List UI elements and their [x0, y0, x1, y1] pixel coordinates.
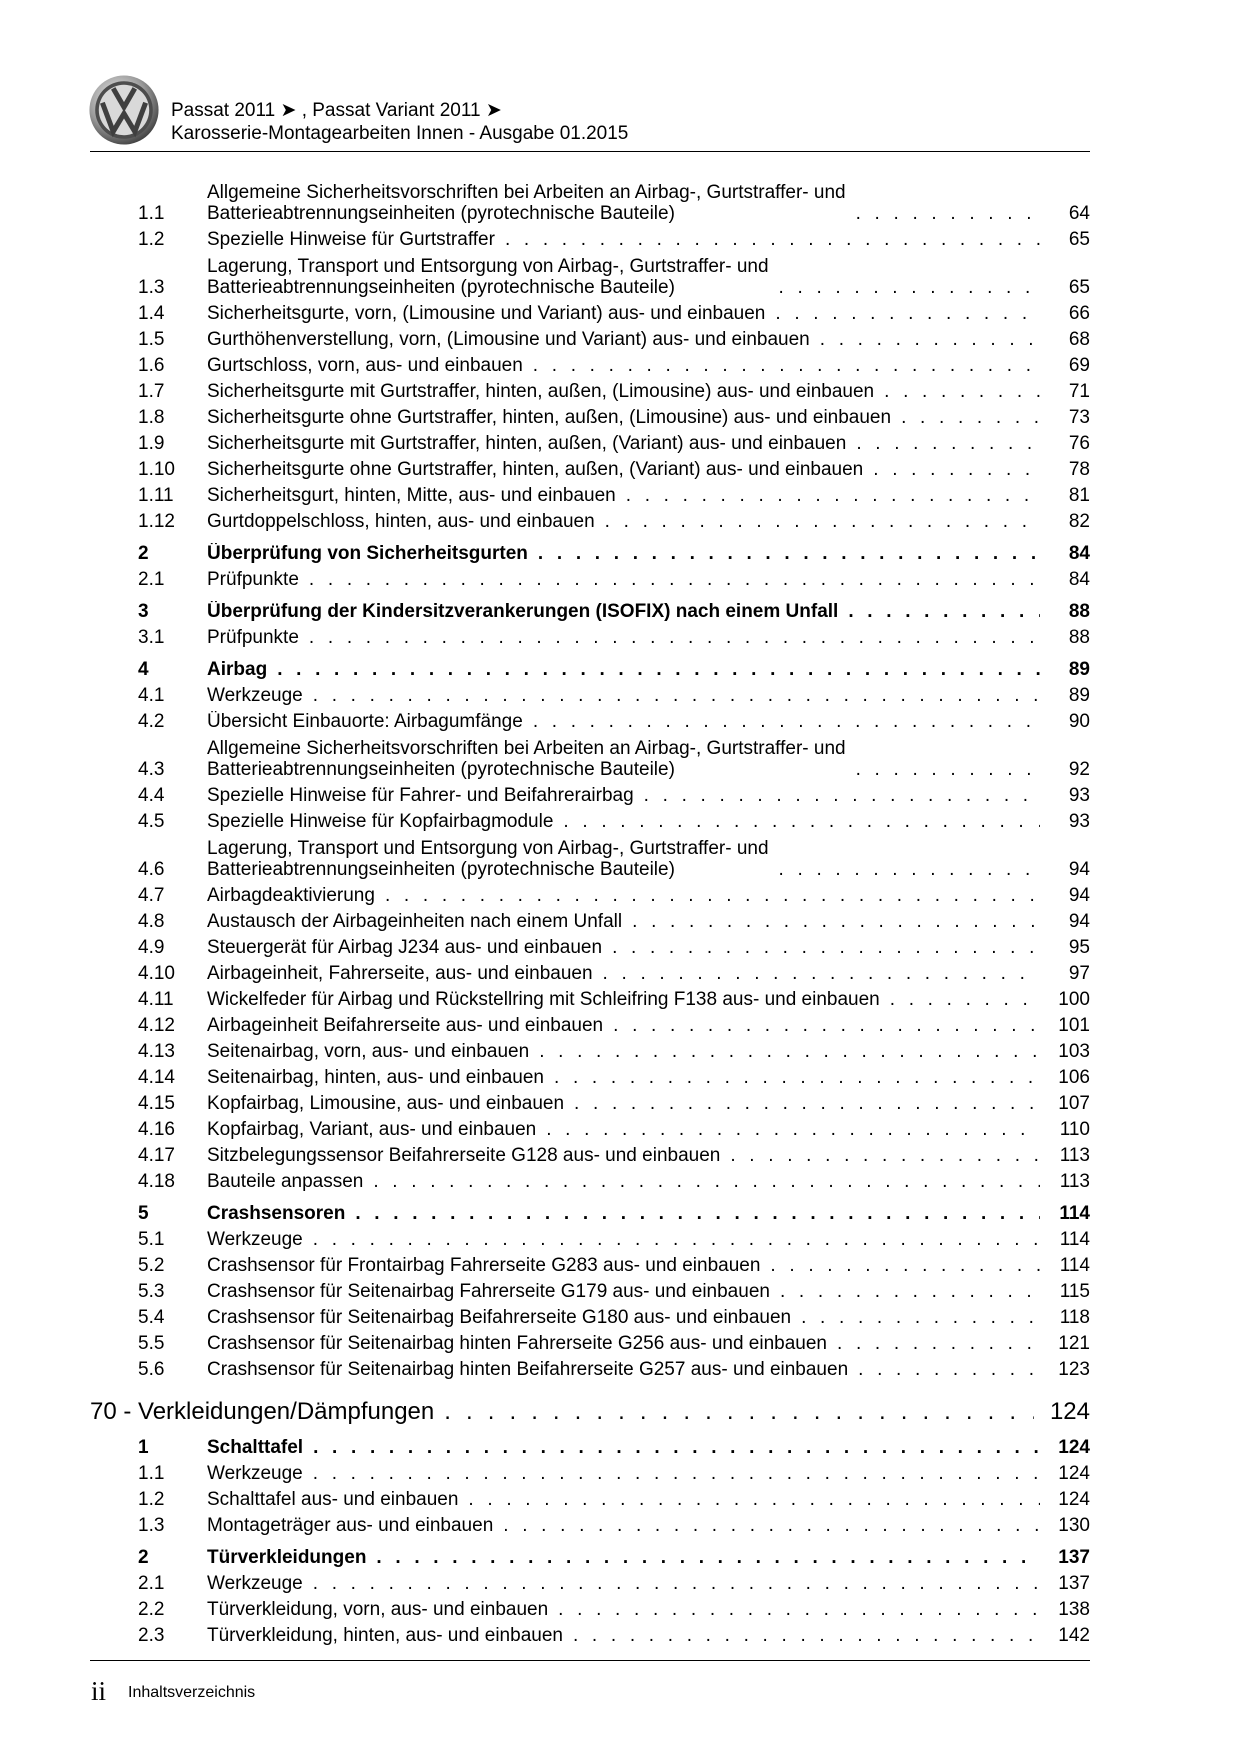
toc-entry[interactable]	[90, 806, 1090, 832]
toc-entry-title: Schalttafel	[207, 1437, 304, 1458]
toc-dot-leader	[856, 759, 1040, 780]
toc-dot-leader	[603, 963, 1040, 984]
toc-entry-title: Türverkleidung, hinten, aus- und einbauen	[207, 1625, 563, 1646]
toc-entry-title: Sicherheitsgurte mit Gurtstraffer, hinten, außen, (Limousine) aus- und einbauen	[207, 381, 875, 402]
toc-entry-title: Allgemeine Sicherheitsvorschriften bei Arbeiten an Airbag-, Gurtstraffer- und Batterieabtrennungseinheiten (pyrotechnische Bauteile)	[207, 738, 846, 780]
toc-dot-leader	[313, 1573, 1040, 1594]
toc-entry-number: 4.2	[138, 711, 165, 732]
toc-entry[interactable]	[90, 324, 1090, 350]
toc-entry-title: Seitenairbag, vorn, aus- und einbauen	[207, 1041, 530, 1062]
toc-entry-title: Gurtschloss, vorn, aus- und einbauen	[207, 355, 523, 376]
toc-entry[interactable]	[90, 454, 1090, 480]
toc-dot-leader	[730, 1145, 1040, 1166]
toc-entry[interactable]	[90, 1328, 1090, 1354]
toc-entry-number: 1.9	[138, 433, 165, 454]
toc-entry-number: 1.7	[138, 381, 165, 402]
toc-entry-title: Werkzeuge	[207, 1229, 303, 1250]
toc-entry[interactable]	[90, 250, 1090, 298]
toc-entry[interactable]	[90, 732, 1090, 780]
toc-entry-title: Überprüfung der Kindersitzverankerungen (ISOFIX) nach einem Unfall	[207, 601, 839, 622]
toc-entry[interactable]	[90, 1088, 1090, 1114]
toc-dot-leader	[613, 1015, 1040, 1036]
toc-entry-number: 4.13	[138, 1041, 175, 1062]
toc-entry-page: 73	[1068, 407, 1090, 428]
toc-dot-leader	[779, 277, 1040, 298]
toc-entry-number: 1.8	[138, 407, 165, 428]
toc-entry-title: Spezielle Hinweise für Fahrer- und Beifahrerairbag	[207, 785, 634, 806]
toc-entry[interactable]	[90, 932, 1090, 958]
toc-entry-page: 64	[1068, 203, 1090, 224]
toc-entry-page: 124	[1058, 1489, 1090, 1510]
toc-entry-number: 1.4	[138, 303, 165, 324]
toc-dot-leader	[376, 1547, 1040, 1568]
toc-entry[interactable]	[90, 706, 1090, 732]
toc-entry[interactable]	[90, 1036, 1090, 1062]
toc-entry-title: Werkzeuge	[207, 685, 303, 706]
toc-entry[interactable]	[90, 538, 1090, 564]
toc-entry-title: Sicherheitsgurte ohne Gurtstraffer, hinten, außen, (Limousine) aus- und einbauen	[207, 407, 892, 428]
toc-entry-page: 65	[1068, 277, 1090, 298]
toc-entry-title: Spezielle Hinweise für Gurtstraffer	[207, 229, 495, 250]
toc-entry[interactable]	[90, 680, 1090, 706]
toc-entry-title: Airbag	[207, 659, 268, 680]
toc-entry-number: 1.12	[138, 511, 175, 532]
toc-entry-page: 76	[1068, 433, 1090, 454]
toc-entry-title: Sicherheitsgurte mit Gurtstraffer, hinten, außen, (Variant) aus- und einbauen	[207, 433, 847, 454]
toc-dot-leader	[313, 1437, 1040, 1458]
footer-page-number: ii	[91, 1676, 107, 1706]
toc-entry-page: 71	[1068, 381, 1090, 402]
toc-entry-title: Prüfpunkte	[207, 627, 299, 648]
toc-dot-leader	[644, 785, 1040, 806]
toc-entry-page: 114	[1059, 1229, 1090, 1250]
toc-entry-page: 137	[1058, 1573, 1090, 1594]
toc-entry-title: Seitenairbag, hinten, aus- und einbauen	[207, 1067, 544, 1088]
toc-entry-page: 103	[1058, 1041, 1090, 1062]
toc-dot-leader	[468, 1489, 1040, 1510]
toc-entry-title: Lagerung, Transport und Entsorgung von Airbag-, Gurtstraffer- und Batterieabtrennungseinheiten (pyrotechnische Bauteile)	[207, 838, 769, 880]
toc-entry[interactable]	[90, 1010, 1090, 1036]
toc-entry-number: 5.2	[138, 1255, 165, 1276]
toc-entry[interactable]	[90, 958, 1090, 984]
toc-entry-page: 95	[1068, 937, 1090, 958]
toc-entry-title: Austausch der Airbageinheiten nach einem Unfall	[207, 911, 623, 932]
footer-divider	[90, 1660, 1090, 1661]
toc-entry-number: 4.12	[138, 1015, 175, 1036]
toc-dot-leader	[505, 229, 1040, 250]
toc-entry[interactable]	[90, 376, 1090, 402]
toc-dot-leader	[801, 1307, 1040, 1328]
toc-entry-title: Allgemeine Sicherheitsvorschriften bei Arbeiten an Airbag-, Gurtstraffer- und Batterieabtrennungseinheiten (pyrotechnische Bauteile)	[207, 182, 846, 224]
toc-entry-number: 4.4	[138, 785, 165, 806]
toc-entry-page: 124	[1058, 1437, 1090, 1458]
toc-entry[interactable]	[90, 596, 1090, 622]
toc-entry-title: Spezielle Hinweise für Kopfairbagmodule	[207, 811, 554, 832]
toc-dot-leader	[770, 1255, 1040, 1276]
toc-entry-title: Bauteile anpassen	[207, 1171, 364, 1192]
toc-dot-leader	[890, 989, 1040, 1010]
toc-entry-title: Übersicht Einbauorte: Airbagumfänge	[207, 711, 523, 732]
toc-entry-title: Gurtdoppelschloss, hinten, aus- und einbauen	[207, 511, 595, 532]
toc-entry-number: 1.1	[138, 203, 165, 224]
toc-entry-title: Schalttafel aus- und einbauen	[207, 1489, 459, 1510]
toc-dot-leader	[277, 659, 1040, 680]
toc-entry-page: 93	[1068, 811, 1090, 832]
toc-dot-leader	[533, 711, 1040, 732]
toc-entry-title: Kopfairbag, Limousine, aus- und einbauen	[207, 1093, 565, 1114]
vw-logo-icon	[88, 74, 160, 146]
toc-dot-leader	[779, 859, 1040, 880]
toc-entry[interactable]	[90, 1484, 1090, 1510]
toc-entry[interactable]	[90, 1166, 1090, 1192]
toc-dot-leader	[856, 433, 1040, 454]
toc-entry-title: Türverkleidung, vorn, aus- und einbauen	[207, 1599, 549, 1620]
toc-entry[interactable]	[90, 176, 1090, 224]
toc-entry-number: 1.1	[138, 1463, 165, 1484]
toc-entry[interactable]	[90, 622, 1090, 648]
toc-entry-page: 94	[1068, 859, 1090, 880]
header-subtitle: Karosserie-Montagearbeiten Innen - Ausgabe 01.2015	[171, 123, 629, 144]
toc-entry-page: 88	[1068, 601, 1090, 622]
toc-entry-number: 3	[138, 601, 149, 622]
toc-entry-number: 4.9	[138, 937, 165, 958]
toc-entry-number: 5	[138, 1203, 149, 1224]
toc-entry-title: Türverkleidungen	[207, 1547, 367, 1568]
toc-entry-number: 2	[138, 1547, 149, 1568]
toc-entry-title: Sicherheitsgurt, hinten, Mitte, aus- und einbauen	[207, 485, 616, 506]
toc-entry[interactable]	[90, 1594, 1090, 1620]
toc-entry-title: Airbageinheit, Fahrerseite, aus- und einbauen	[207, 963, 593, 984]
toc-entry[interactable]	[90, 402, 1090, 428]
toc-entry[interactable]	[90, 506, 1090, 532]
toc-entry-number: 4.17	[138, 1145, 175, 1166]
toc-entry-number: 4.10	[138, 963, 175, 984]
toc-entry-title: Prüfpunkte	[207, 569, 299, 590]
toc-entry-number: 5.5	[138, 1333, 165, 1354]
toc-entry-page: 121	[1058, 1333, 1090, 1354]
toc-entry-page: 81	[1068, 485, 1090, 506]
toc-entry[interactable]	[90, 1224, 1090, 1250]
toc-entry-page: 97	[1068, 963, 1090, 984]
toc-dot-leader	[837, 1333, 1040, 1354]
toc-dot-leader	[444, 1398, 1034, 1426]
toc-dot-leader	[858, 1359, 1040, 1380]
toc-entry-number: 2.1	[138, 1573, 165, 1594]
toc-dot-leader	[573, 1625, 1040, 1646]
toc-entry-page: 93	[1068, 785, 1090, 806]
toc-entry-page: 142	[1058, 1625, 1090, 1646]
toc-entry-title: Crashsensor für Seitenairbag hinten Fahrerseite G256 aus- und einbauen	[207, 1333, 827, 1354]
toc-dot-leader	[626, 485, 1040, 506]
toc-entry-number: 1	[138, 1437, 149, 1458]
toc-entry-page: 66	[1068, 303, 1090, 324]
toc-dot-leader	[780, 1281, 1040, 1302]
toc-entry-title: Gurthöhenverstellung, vorn, (Limousine und Variant) aus- und einbauen	[207, 329, 810, 350]
toc-dot-leader	[533, 355, 1040, 376]
toc-entry-number: 4.8	[138, 911, 165, 932]
header-title: Passat 2011 ➤ , Passat Variant 2011 ➤	[171, 100, 502, 121]
toc-entry[interactable]	[90, 1432, 1090, 1458]
toc-dot-leader	[546, 1119, 1040, 1140]
toc-dot-leader	[355, 1203, 1040, 1224]
toc-entry-number: 1.2	[138, 229, 165, 250]
toc-dot-leader	[313, 1229, 1040, 1250]
toc-dot-leader	[313, 685, 1040, 706]
header-divider	[90, 151, 1090, 152]
toc-entry[interactable]	[90, 350, 1090, 376]
toc-entry-number: 1.11	[138, 485, 174, 506]
toc-entry[interactable]	[90, 880, 1090, 906]
toc-entry-number: 1.6	[138, 355, 165, 376]
toc-entry-page: 114	[1059, 1203, 1090, 1224]
toc-dot-leader	[309, 569, 1040, 590]
toc-entry-page: 113	[1059, 1171, 1090, 1192]
toc-entry-number: 2.2	[138, 1599, 165, 1620]
toc-entry-number: 4.1	[138, 685, 165, 706]
toc-entry-number: 1.10	[138, 459, 175, 480]
toc-entry-page: 124	[1049, 1398, 1090, 1425]
toc-entry-page: 84	[1068, 543, 1090, 564]
toc-entry-page: 94	[1068, 885, 1090, 906]
toc-entry[interactable]	[90, 984, 1090, 1010]
toc-entry-page: 110	[1059, 1119, 1090, 1140]
toc-entry-number: 4.6	[138, 859, 165, 880]
toc-entry-number: 3.1	[138, 627, 165, 648]
toc-dot-leader	[820, 329, 1040, 350]
toc-entry-page: 124	[1058, 1463, 1090, 1484]
toc-entry-title: Montageträger aus- und einbauen	[207, 1515, 494, 1536]
toc-entry-number: 4.7	[138, 885, 165, 906]
toc-dot-leader	[848, 601, 1040, 622]
toc-entry-page: 137	[1058, 1547, 1090, 1568]
toc-entry-page: 100	[1058, 989, 1090, 1010]
toc-dot-leader	[563, 811, 1040, 832]
toc-entry-page: 138	[1058, 1599, 1090, 1620]
toc-entry-title: Lagerung, Transport und Entsorgung von Airbag-, Gurtstraffer- und Batterieabtrennungseinheiten (pyrotechnische Bauteile)	[207, 256, 769, 298]
toc-entry-page: 89	[1068, 659, 1090, 680]
toc-entry[interactable]	[90, 1140, 1090, 1166]
toc-entry-title: Crashsensoren	[207, 1203, 346, 1224]
toc-entry-number: 1.3	[138, 277, 165, 298]
toc-entry-title: Crashsensor für Seitenairbag hinten Beifahrerseite G257 aus- und einbauen	[207, 1359, 849, 1380]
toc-entry[interactable]	[90, 654, 1090, 680]
toc-entry[interactable]	[90, 564, 1090, 590]
toc-entry-number: 4.16	[138, 1119, 175, 1140]
toc-entry-number: 4	[138, 659, 149, 680]
toc-entry-page: 82	[1068, 511, 1090, 532]
toc-entry-number: 1.5	[138, 329, 165, 350]
toc-entry[interactable]	[90, 1542, 1090, 1568]
toc-entry-title: Werkzeuge	[207, 1573, 303, 1594]
toc-entry-title: Steuergerät für Airbag J234 aus- und einbauen	[207, 937, 603, 958]
toc-dot-leader	[385, 885, 1040, 906]
toc-dot-leader	[856, 203, 1040, 224]
toc-entry-number: 2.3	[138, 1625, 165, 1646]
toc-entry-title: Crashsensor für Seitenairbag Fahrerseite G179 aus- und einbauen	[207, 1281, 770, 1302]
toc-entry[interactable]	[90, 1568, 1090, 1594]
toc-dot-leader	[901, 407, 1040, 428]
toc-entry-number: 4.3	[138, 759, 165, 780]
toc-entry-page: 84	[1068, 569, 1090, 590]
toc-entry[interactable]	[90, 906, 1090, 932]
toc-entry[interactable]	[90, 1250, 1090, 1276]
toc-entry[interactable]	[90, 1114, 1090, 1140]
toc-entry-page: 107	[1058, 1093, 1090, 1114]
toc-entry-number: 2.1	[138, 569, 165, 590]
toc-dot-leader	[873, 459, 1040, 480]
toc-entry[interactable]	[90, 1458, 1090, 1484]
toc-dot-leader	[539, 1041, 1040, 1062]
toc-entry-number: 4.14	[138, 1067, 175, 1088]
toc-entry-page: 89	[1068, 685, 1090, 706]
toc-entry-number: 5.4	[138, 1307, 165, 1328]
toc-entry-title: Sitzbelegungssensor Beifahrerseite G128 aus- und einbauen	[207, 1145, 721, 1166]
toc-entry-number: 5.6	[138, 1359, 165, 1380]
toc-entry[interactable]	[90, 832, 1090, 880]
toc-dot-leader	[612, 937, 1040, 958]
toc-entry[interactable]	[90, 1354, 1090, 1380]
toc-entry[interactable]	[90, 298, 1090, 324]
toc-entry[interactable]	[90, 1510, 1090, 1536]
toc-dot-leader	[605, 511, 1040, 532]
toc-entry-page: 130	[1058, 1515, 1090, 1536]
toc-entry-title: Werkzeuge	[207, 1463, 303, 1484]
toc-entry-page: 69	[1068, 355, 1090, 376]
toc-entry-number: 4.15	[138, 1093, 175, 1114]
toc-entry-title: Crashsensor für Frontairbag Fahrerseite G283 aus- und einbauen	[207, 1255, 761, 1276]
toc-dot-leader	[503, 1515, 1040, 1536]
toc-entry-page: 101	[1058, 1015, 1090, 1036]
toc-entry-page: 94	[1068, 911, 1090, 932]
toc-entry[interactable]	[90, 780, 1090, 806]
toc-entry[interactable]	[90, 1620, 1090, 1646]
toc-entry[interactable]	[90, 1276, 1090, 1302]
toc-entry-page: 90	[1068, 711, 1090, 732]
toc-entry-page: 88	[1068, 627, 1090, 648]
footer-label: Inhaltsverzeichnis	[128, 1684, 256, 1701]
toc-entry-number: 5.3	[138, 1281, 165, 1302]
toc-entry-number: 4.18	[138, 1171, 175, 1192]
toc-entry-page: 123	[1058, 1359, 1090, 1380]
table-of-contents	[90, 176, 1090, 1646]
toc-entry[interactable]	[90, 428, 1090, 454]
toc-entry-page: 65	[1068, 229, 1090, 250]
toc-entry-page: 106	[1058, 1067, 1090, 1088]
toc-entry-title: Crashsensor für Seitenairbag Beifahrerseite G180 aus- und einbauen	[207, 1307, 792, 1328]
toc-dot-leader	[775, 303, 1040, 324]
toc-entry-title: 70 - Verkleidungen/Dämpfungen	[90, 1398, 435, 1425]
toc-entry-page: 118	[1059, 1307, 1090, 1328]
toc-dot-leader	[574, 1093, 1040, 1114]
toc-entry-page: 92	[1068, 759, 1090, 780]
toc-entry-page: 78	[1068, 459, 1090, 480]
toc-entry[interactable]	[90, 1062, 1090, 1088]
toc-dot-leader	[538, 543, 1040, 564]
toc-entry-number: 4.11	[138, 989, 174, 1010]
toc-entry[interactable]	[90, 1198, 1090, 1224]
toc-entry[interactable]	[90, 480, 1090, 506]
toc-entry-number: 4.5	[138, 811, 165, 832]
toc-entry-number: 2	[138, 543, 149, 564]
toc-entry-title: Airbagdeaktivierung	[207, 885, 375, 906]
toc-dot-leader	[309, 627, 1040, 648]
toc-entry-page: 114	[1059, 1255, 1090, 1276]
toc-dot-leader	[884, 381, 1040, 402]
toc-dot-leader	[554, 1067, 1040, 1088]
toc-entry-title: Airbageinheit Beifahrerseite aus- und einbauen	[207, 1015, 604, 1036]
toc-dot-leader	[632, 911, 1040, 932]
toc-entry-page: 113	[1059, 1145, 1090, 1166]
toc-entry[interactable]	[90, 1392, 1090, 1426]
toc-entry-number: 1.2	[138, 1489, 165, 1510]
toc-entry-title: Überprüfung von Sicherheitsgurten	[207, 543, 528, 564]
toc-entry-title: Sicherheitsgurte, vorn, (Limousine und Variant) aus- und einbauen	[207, 303, 766, 324]
toc-entry-number: 1.3	[138, 1515, 165, 1536]
toc-dot-leader	[373, 1171, 1040, 1192]
toc-dot-leader	[558, 1599, 1040, 1620]
toc-entry-title: Kopfairbag, Variant, aus- und einbauen	[207, 1119, 537, 1140]
toc-entry-number: 5.1	[138, 1229, 165, 1250]
toc-entry[interactable]	[90, 1302, 1090, 1328]
toc-entry-title: Sicherheitsgurte ohne Gurtstraffer, hinten, außen, (Variant) aus- und einbauen	[207, 459, 864, 480]
toc-entry-page: 68	[1068, 329, 1090, 350]
toc-entry-page: 115	[1059, 1281, 1090, 1302]
toc-entry-title: Wickelfeder für Airbag und Rückstellring mit Schleifring F138 aus- und einbauen	[207, 989, 880, 1010]
toc-entry[interactable]	[90, 224, 1090, 250]
toc-dot-leader	[313, 1463, 1040, 1484]
